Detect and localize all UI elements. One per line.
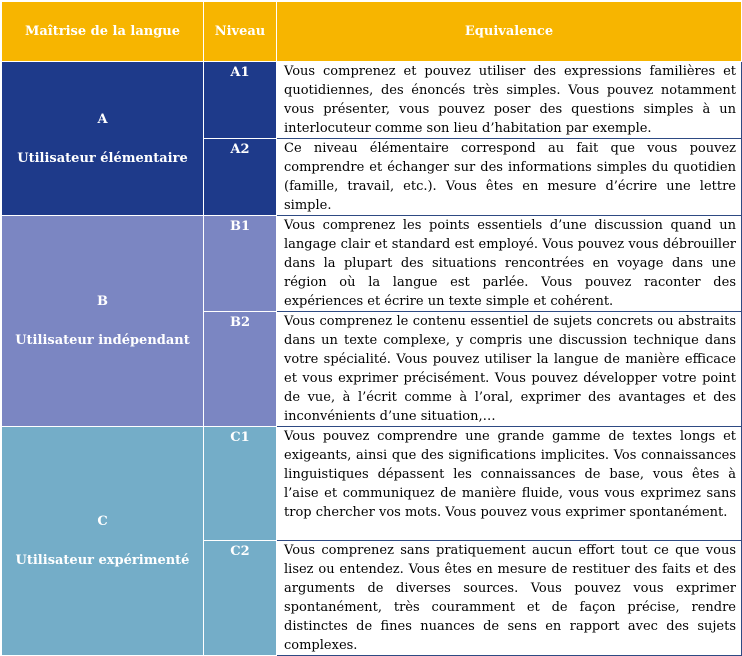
level-description-c1: Vous pouvez comprendre une grande gamme de textes longs et exigeants, ainsi que des significations implicites. Vos connaissances linguistiques dépassent les connaissances de base, vous êtes à l’aise et communiquez de manière fluide, vous vous exprimez sans trop chercher vos mots. Vous pouvez vous exprimer spontanément.: [277, 427, 742, 541]
level-code-a2: A2: [204, 139, 277, 216]
table-row: [2, 216, 742, 312]
level-description-a2: Ce niveau élémentaire correspond au fait que vous pouvez comprendre et échanger sur des informations simples du quotidien (famille, travail, etc.). Vous êtes en mesure d’écrire une lettre simple.: [277, 139, 742, 216]
group-title: Utilisateur indépendant: [15, 333, 190, 348]
header-level: Niveau: [204, 2, 277, 62]
group-a-cell: [2, 62, 204, 216]
group-c-cell: [2, 427, 204, 656]
level-code-b2: B2: [204, 312, 277, 427]
cefr-levels-table: [1, 1, 742, 656]
level-code-b1: B1: [204, 216, 277, 312]
level-code-a1: A1: [204, 62, 277, 139]
header-equivalence: Equivalence: [277, 2, 742, 62]
header-mastery: Maîtrise de la langue: [2, 2, 204, 62]
table-row: [2, 62, 742, 139]
level-description-a1: Vous comprenez et pouvez utiliser des expressions familières et quotidiennes, des énoncés très simples. Vous pouvez notamment vous présenter, vous pouvez poser des questions simples à un interlocuteur comme son lieu d’habitation par exemple.: [277, 62, 742, 139]
level-description-b1: Vous comprenez les points essentiels d’une discussion quand un langage clair et standard est employé. Vous pouvez vous débrouiller dans la plupart des situations rencontrées en voyage dans une région où la langue est parlée. Vous pouvez raconter des expériences et écrire un texte simple et cohérent.: [277, 216, 742, 312]
group-letter: C: [97, 514, 108, 529]
group-letter: A: [97, 111, 108, 127]
level-code-c1: C1: [204, 427, 277, 541]
level-code-c2: C2: [204, 541, 277, 656]
group-title: Utilisateur expérimenté: [15, 553, 190, 568]
group-letter: B: [97, 294, 108, 309]
level-description-c2: Vous comprenez sans pratiquement aucun effort tout ce que vous lisez ou entendez. Vous êtes en mesure de restituer des faits et des arguments de diverses sources. Vous pouvez vous exprimer spontanément, très couramment et de façon précise, rendre distinctes de fines nuances de sens en rapport avec des sujets complexes.: [277, 541, 742, 656]
header-row: [2, 2, 742, 62]
group-title: Utilisateur élémentaire: [17, 150, 188, 166]
group-b-cell: [2, 216, 204, 427]
table-row: [2, 427, 742, 541]
level-description-b2: Vous comprenez le contenu essentiel de sujets concrets ou abstraits dans un texte complexe, y compris une discussion technique dans votre spécialité. Vous pouvez utiliser la langue de manière efficace et vous exprimer précisément. Vous pouvez développer votre point de vue, à l’écrit comme à l’oral, exprimer des avantages et des inconvénients d’une situation,…: [277, 312, 742, 427]
